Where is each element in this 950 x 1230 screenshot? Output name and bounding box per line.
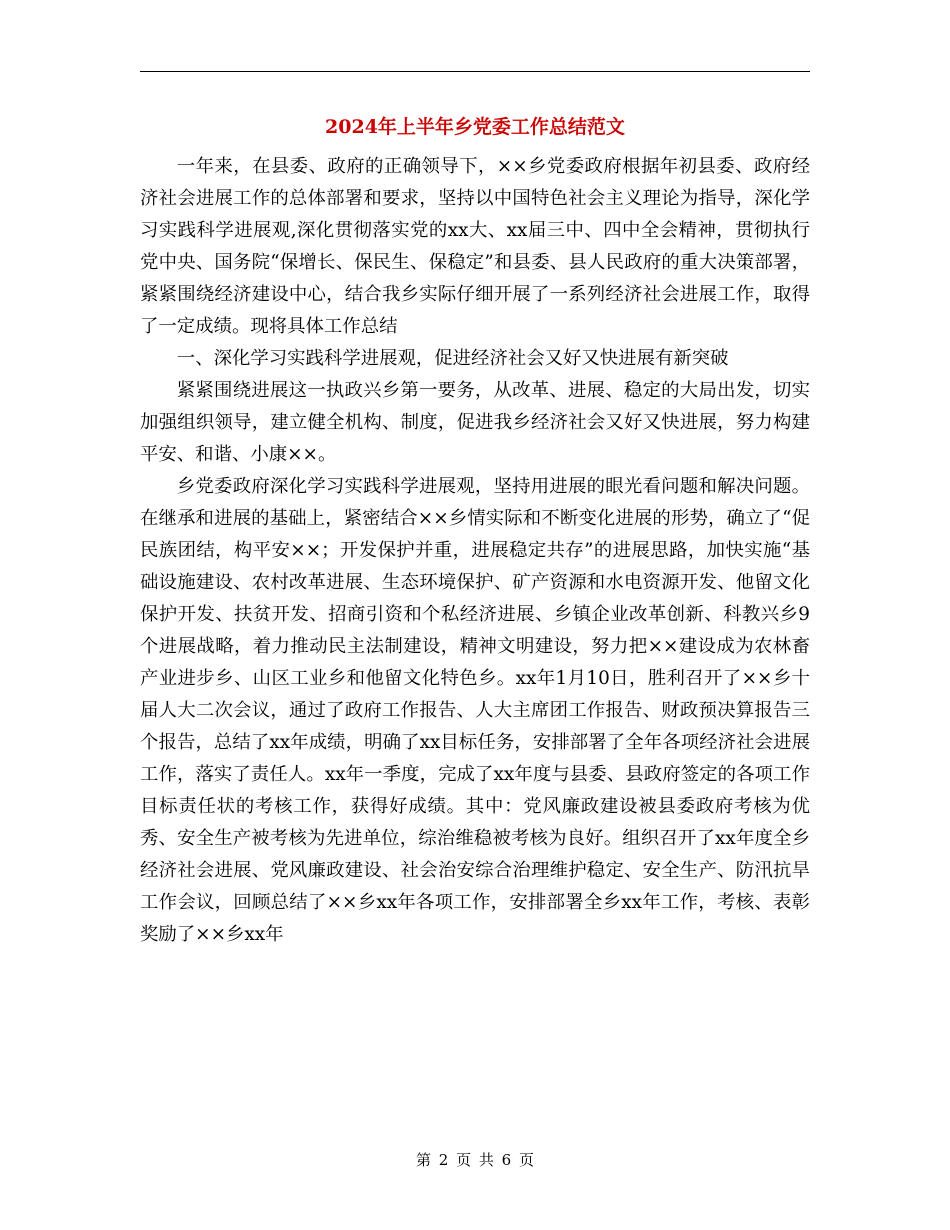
page-footer (140, 1149, 810, 1171)
document-body (140, 151, 810, 951)
document-title: 2024年上半年乡党委工作总结范文 (325, 116, 625, 138)
paragraph-intro: 一年来，在县委、政府的正确领导下，××乡党委政府根据年初县委、政府经济社会进展工作的总体部署和要求，坚持以中国特色社会主义理论为指导，深化学习实践科学进展观,深化贯彻落实党的xx大、xx届三中、四中全会精神，贯彻执行党中央、国务院“保增长、保民生、保稳定”和县委、县人民政府的重大决策部署，紧紧围绕经济建设中心，结合我乡实际仔细开展了一系列经济社会进展工作，取得了一定成绩。现将具体工作总结 (140, 156, 810, 337)
paragraph-practice: 乡党委政府深化学习实践科学进展观，坚持用进展的眼光看问题和解决问题。在继承和进展的基础上，紧密结合××乡情实际和不断变化进展的形势，确立了“促民族团结，构平安××；开发保护并重，进展稳定共存”的进展思路，加快实施“基础设施建设、农村改革进展、生态环境保护、矿产资源和水电资源开发、他留文化保护开发、扶贫开发、招商引资和个私经济进展、乡镇企业改革创新、科教兴乡9个进展战略，着力推动民主法制建设，精神文明建设，努力把××建设成为农林畜产业进步乡、山区工业乡和他留文化特色乡。xx年1月10日，胜利召开了××乡十届人大二次会议，通过了政府工作报告、人大主席团工作报告、财政预决算报告三个报告，总结了xx年成绩，明确了xx目标任务，安排部署了全年各项经济社会进展工作，落实了责任人。xx年一季度，完成了xx年度与县委、县政府签定的各项工作目标责任状的考核工作，获得好成绩。其中：党风廉政建设被县委政府考核为优秀、安全生产被考核为先进单位，综治维稳被考核为良好。组织召开了xx年度全乡经济社会进展、党风廉政建设、社会治安综合治理维护稳定、安全生产、防汛抗旱工作会议，回顾总结了××乡xx年各项工作，安排部署全乡xx年工作，考核、表彰奖励了××乡xx年 (140, 476, 810, 945)
paragraph-development: 紧紧围绕进展这一执政兴乡第一要务，从改革、进展、稳定的大局出发，切实加强组织领导，建立健全机构、制度，促进我乡经济社会又好又快进展，努力构建平安、和谐、小康××。 (140, 380, 810, 465)
header-rule (140, 71, 810, 72)
page-number: 第 2 页 共 6 页 (416, 1151, 534, 1169)
section-heading-1: 一、深化学习实践科学进展观，促进经济社会又好又快进展有新突破 (176, 348, 729, 369)
